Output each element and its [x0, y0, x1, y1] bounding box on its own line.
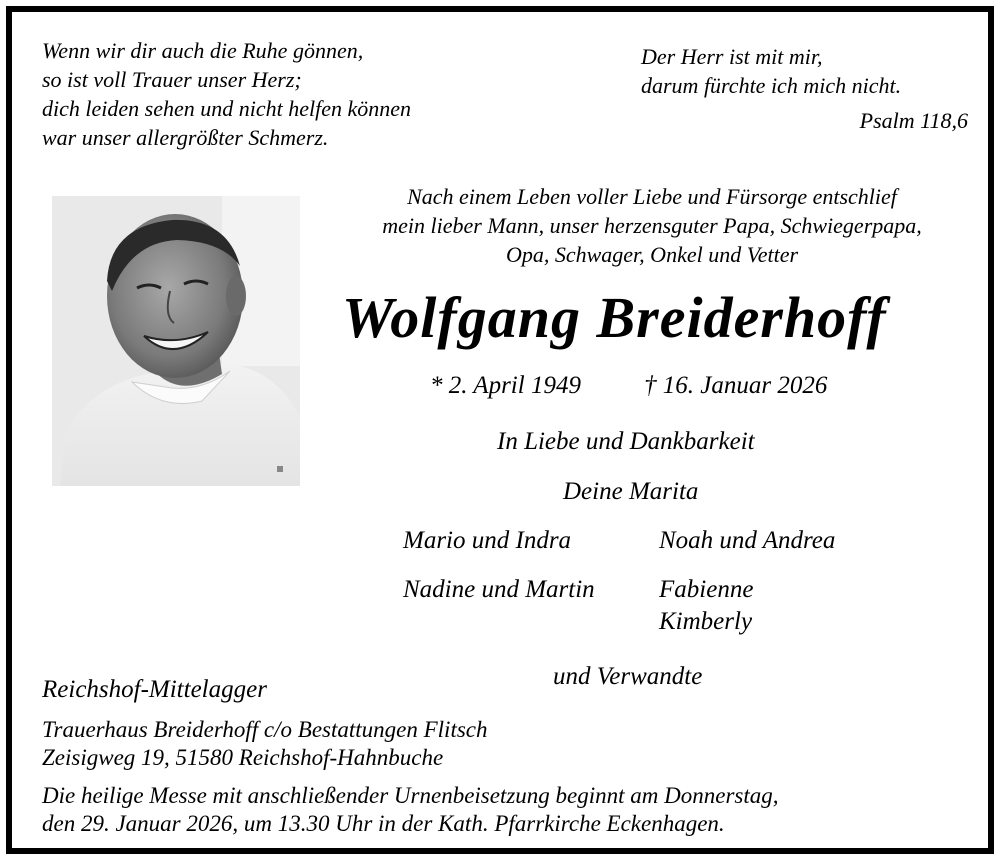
- mourner-right-3: Kimberly: [659, 608, 753, 635]
- mourner-right-2: Fabienne: [659, 576, 754, 603]
- portrait-photo: [52, 196, 300, 486]
- portrait-illustration: [52, 196, 300, 486]
- mourner-left-1: Mario und Indra: [403, 527, 572, 554]
- mourner-left-2: Nadine und Martin: [403, 576, 595, 603]
- intro-text: [327, 182, 977, 269]
- address-line: Zeisigweg 19, 51580 Reichshof-Hahnbuche: [42, 745, 444, 770]
- service-line: Die heilige Messe mit anschließender Urnenbeisetzung beginnt am Donnerstag,: [42, 783, 779, 808]
- poem-line: dich leiden sehen und nicht helfen können: [42, 96, 411, 121]
- deceased-name: Wolfgang Breiderhoff: [342, 285, 887, 350]
- poem-line: war unser allergrößter Schmerz.: [42, 125, 329, 150]
- mourner-right-1: Noah und Andrea: [659, 527, 836, 554]
- poem-line: so ist voll Trauer unser Herz;: [42, 67, 302, 92]
- psalm-line: Der Herr ist mit mir,: [641, 44, 823, 69]
- location: Reichshof-Mittelagger: [42, 676, 267, 703]
- intro-line: Nach einem Leben voller Liebe und Fürsorge entschlief: [407, 184, 897, 209]
- address-line: Trauerhaus Breiderhoff c/o Bestattungen Flitsch: [42, 717, 488, 742]
- birth-date: * 2. April 1949: [430, 372, 581, 399]
- psalm-quote: [641, 42, 901, 100]
- relatives: und Verwandte: [553, 663, 703, 690]
- obituary-notice: [6, 6, 994, 854]
- intro-line: Opa, Schwager, Onkel und Vetter: [505, 242, 799, 267]
- poem-left: [42, 36, 411, 152]
- dedication: In Liebe und Dankbarkeit: [497, 428, 755, 455]
- psalm-line: darum fürchte ich mich nicht.: [641, 73, 902, 98]
- spouse: Deine Marita: [563, 478, 699, 505]
- service-line: den 29. Januar 2026, um 13.30 Uhr in der Kath. Pfarrkirche Eckenhagen.: [42, 811, 725, 836]
- mourning-house-address: [42, 716, 488, 772]
- poem-line: Wenn wir dir auch die Ruhe gönnen,: [42, 38, 364, 63]
- intro-line: mein lieber Mann, unser herzensguter Papa, Schwiegerpapa,: [382, 213, 922, 238]
- service-info: [42, 782, 779, 838]
- death-date: † 16. Januar 2026: [644, 372, 828, 399]
- psalm-reference: Psalm 118,6: [859, 108, 968, 133]
